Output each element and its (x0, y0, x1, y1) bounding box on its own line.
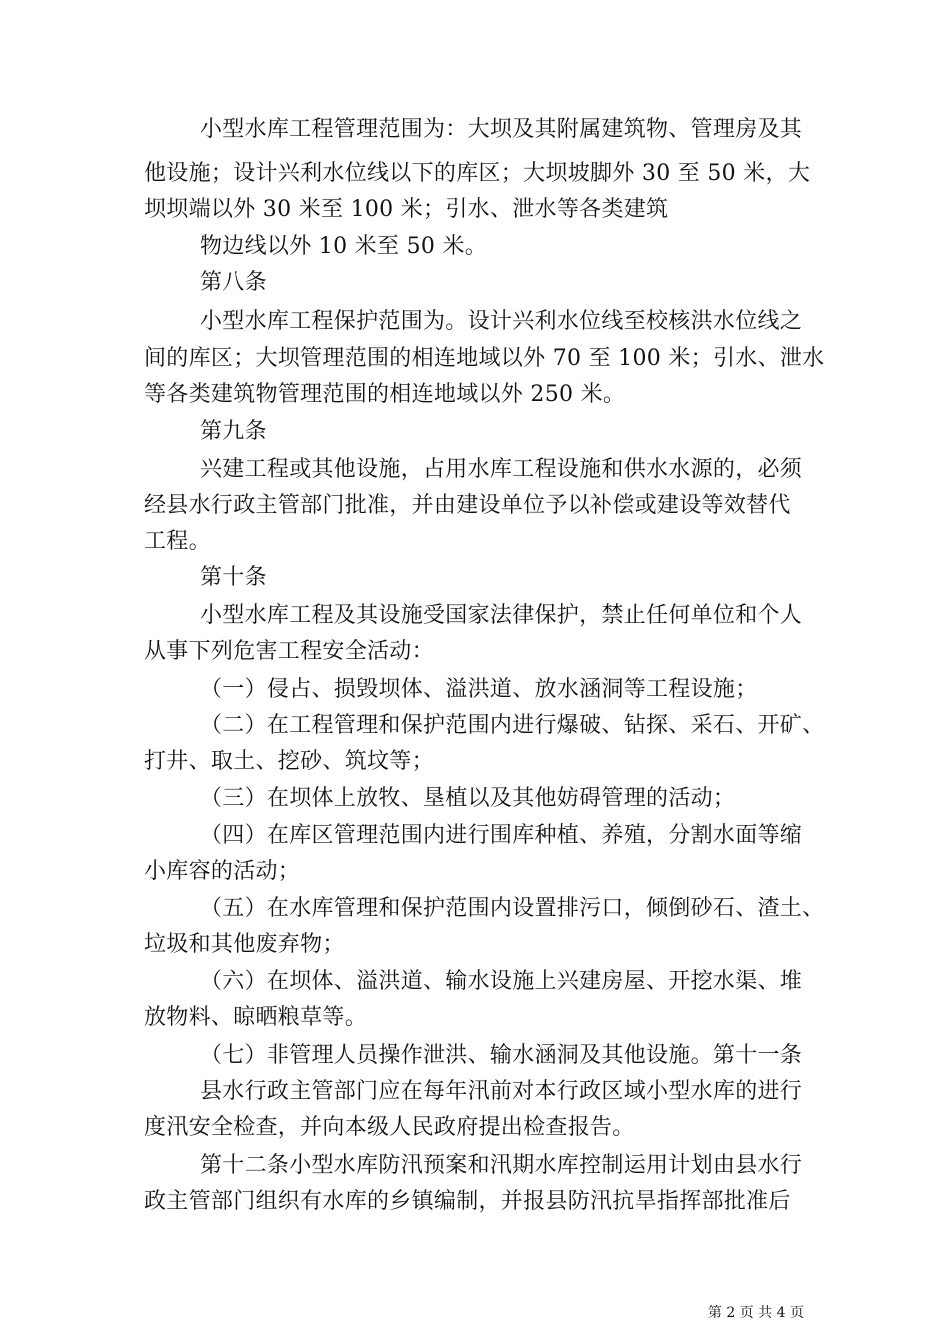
text-line: 垃圾和其他废弃物； (144, 932, 345, 957)
text-line: 小型水库工程保护范围为。设计兴利水位线至校核洪水位线之 (200, 309, 803, 334)
text-line: 兴建工程或其他设施，占用水库工程设施和供水水源的，必须 (200, 457, 803, 482)
list-item: （四）在库区管理范围内进行围库种植、养殖，分割水面等缩 (200, 823, 803, 848)
text-line: 从事下列危害工程安全活动： (144, 639, 434, 664)
text-line: 间的库区；大坝管理范围的相连地域以外 70 至 100 米；引水、泄水 (144, 346, 825, 371)
page-number: 第 2 页 共 4 页 (707, 1305, 804, 1321)
text-line: 打井、取土、挖砂、筑坟等； (144, 749, 434, 774)
text-line: 小库容的活动； (144, 859, 301, 884)
text-line: 政主管部门组织有水库的乡镇编制，并报县防汛抗旱指挥部批准后 (144, 1189, 791, 1214)
text-line: 放物料、晾晒粮草等。 (144, 1005, 368, 1030)
text-line: 等各类建筑物管理范围的相连地域以外 250 米。 (144, 382, 626, 407)
list-item: （七）非管理人员操作泄洪、输水涵洞及其他设施。第十一条 (200, 1043, 803, 1068)
text-line: 度汛安全检查，并向本级人民政府提出检查报告。 (144, 1115, 635, 1140)
article-heading: 第十条 (200, 565, 267, 590)
article-heading: 第八条 (200, 270, 267, 295)
list-item: （五）在水库管理和保护范围内设置排污口，倾倒砂石、渣土、 (200, 896, 825, 921)
text-line: 小型水库工程管理范围为：大坝及其附属建筑物、管理房及其 (200, 117, 803, 142)
text-line: 第十二条小型水库防汛预案和汛期水库控制运用计划由县水行 (200, 1153, 803, 1178)
text-line: 坝坝端以外 30 米至 100 米；引水、泄水等各类建筑 (144, 197, 669, 222)
text-line: 县水行政主管部门应在每年汛前对本行政区域小型水库的进行 (200, 1079, 803, 1104)
list-item: （一）侵占、损毁坝体、溢洪道、放水涵洞等工程设施； (200, 677, 758, 702)
list-item: （二）在工程管理和保护范围内进行爆破、钻探、采石、开矿、 (200, 713, 825, 738)
list-item: （三）在坝体上放牧、垦植以及其他妨碍管理的活动； (200, 786, 736, 811)
text-line: 物边线以外 10 米至 50 米。 (200, 234, 488, 259)
list-item: （六）在坝体、溢洪道、输水设施上兴建房屋、开挖水渠、堆 (200, 969, 803, 994)
text-line: 经县水行政主管部门批准，并由建设单位予以补偿或建设等效替代 (144, 493, 791, 518)
article-heading: 第九条 (200, 419, 267, 444)
text-line: 小型水库工程及其设施受国家法律保护，禁止任何单位和个人 (200, 603, 803, 628)
text-line: 他设施；设计兴利水位线以下的库区；大坝坡脚外 30 至 50 米，大 (144, 161, 811, 186)
text-line: 工程。 (144, 529, 211, 554)
